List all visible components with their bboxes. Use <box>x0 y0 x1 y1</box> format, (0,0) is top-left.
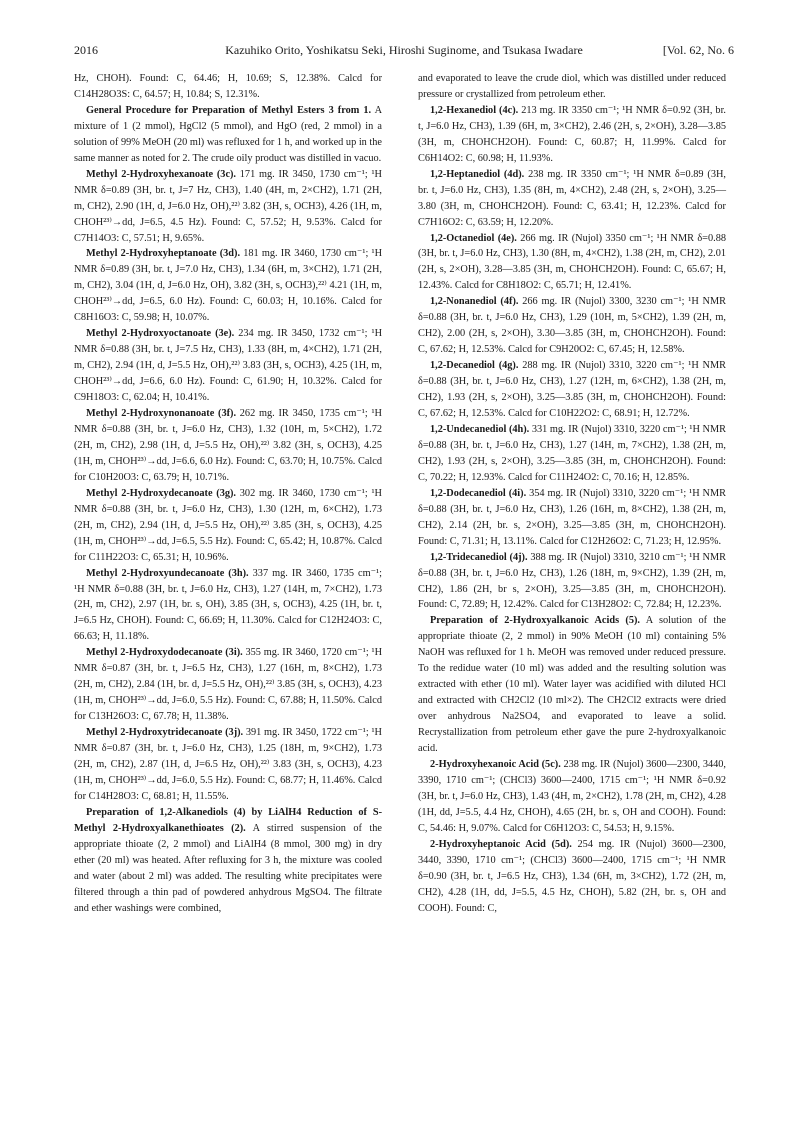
paragraph <box>74 406 382 486</box>
paragraph <box>74 566 382 646</box>
paragraph-text: 355 mg. IR 3460, 1720 cm⁻¹; ¹H NMR δ=0.87 (3H, br. t, J=6.5 Hz, CH3), 1.27 (16H, m, 8×CH2), 1.73 (2H, m, CH2), 2.84 (1H, br. d, J=5.5 Hz, OH),²²⁾ 3.85 (3H, s, OCH3), 4.23 (1H, m, CHOH²³⁾→dd, J=6.0, 5.5 Hz). Found: C, 67.88; H, 11.50%. Calcd for C13H26O3: C, 67.78; H, 11.38%. <box>74 647 382 723</box>
paragraph-heading: Methyl 2-Hydroxyheptanoate (3d). <box>86 248 241 260</box>
paragraph-heading: 1,2-Hexanediol (4c). <box>430 104 519 116</box>
paragraph-heading: 1,2-Nonanediol (4f). <box>430 296 519 308</box>
right-column <box>418 71 726 917</box>
paragraph-text: 266 mg. IR (Nujol) 3350 cm⁻¹; ¹H NMR δ=0.88 (3H, br. t, J=6.0 Hz, CH3), 1.30 (8H, m, 4×CH2), 1.38 (2H, m, CH2), 2.01 (2H, s, 2×OH), 3.28—3.85 (3H, m, CHOHCH2OH). Found: C, 65.67; H, 12.43%. Calcd for C8H18O2: C, 65.71; H, 12.41%. <box>418 232 727 292</box>
paragraph-heading: 2-Hydroxyheptanoic Acid (5d). <box>430 838 572 850</box>
paragraph <box>74 725 382 805</box>
page-number: 2016 <box>74 43 98 57</box>
left-column <box>74 71 382 917</box>
paragraph <box>74 645 382 725</box>
paragraph-text: 234 mg. IR 3450, 1732 cm⁻¹; ¹H NMR δ=0.88 (3H, br. t, J=7.5 Hz, CH3), 1.33 (8H, m, 4×CH2), 1.71 (2H, m, CH2), 2.94 (1H, d, J=5.5 Hz, OH),²²⁾ 3.83 (3H, s, OCH3), 4.25 (1H, m, CHOH²³⁾→dd, J=6.6, 6.0 Hz). Found: C, 61.90; H, 10.32%. Calcd for C9H18O3: C, 62.04; H, 10.41%. <box>74 328 383 404</box>
paragraph-heading: Methyl 2-Hydroxyundecanoate (3h). <box>86 567 249 579</box>
paragraph-heading: Methyl 2-Hydroxydecanoate (3g). <box>86 487 237 499</box>
paragraph-text: A stirred suspension of the appropriate thioate (2, 2 mmol) and LiAlH4 (8 mmol, 300 mg) in dry ether (20 ml) was heated. After refluxing for 3 h, the mixture was cooled and water (about 2 ml) was added. The resulting white precipitates were filtered through a thin pad of powdered anhydrous MgSO4. The filtrate and ether washings were combined, <box>74 822 382 914</box>
paragraph <box>74 167 382 247</box>
paragraph <box>74 71 382 103</box>
paragraph-heading: Preparation of 2-Hydroxyalkanoic Acids (5). <box>430 615 641 627</box>
paragraph-heading: Methyl 2-Hydroxydodecanoate (3i). <box>86 647 243 659</box>
paragraph <box>418 231 726 295</box>
paragraph-text: 262 mg. IR 3450, 1735 cm⁻¹; ¹H NMR δ=0.88 (3H, br. t, J=6.0 Hz, CH3), 1.32 (10H, m, 5×CH2), 1.72 (2H, m, CH2), 2.98 (1H, d, J=5.5 Hz, OH),²²⁾ 3.82 (3H, s, OCH3), 4.25 (1H, m, CHOH²³⁾→dd, J=6.6, 6.0 Hz). Found: C, 63.70; H, 10.75%. Calcd for C10H20O3: C, 63.79; H, 10.71%. <box>74 408 382 483</box>
running-header <box>74 42 734 58</box>
paragraph <box>74 246 382 326</box>
paragraph <box>74 103 382 167</box>
paragraph-heading: Methyl 2-Hydroxyoctanoate (3e). <box>86 328 235 340</box>
paragraph-heading: 2-Hydroxyhexanoic Acid (5c). <box>430 758 561 770</box>
paragraph-heading: 1,2-Octanediol (4e). <box>430 232 517 244</box>
paragraph-text: A mixture of 1 (2 mmol), HgCl2 (5 mmol), and HgO (red, 2 mmol) in a solution of 99% MeOH (20 ml) was refluxed for 1 h, and worked up in the same manner as noted for 2. The crude oily product was distilled in vacuo. <box>74 104 382 164</box>
paragraph-text: 331 mg. IR (Nujol) 3310, 3220 cm⁻¹; ¹H NMR δ=0.88 (3H, br. t, J=6.0 Hz, CH3), 1.27 (14H, m, 7×CH2), 1.38 (2H, m, CH2), 1.93 (2H, s, 2×OH), 3.25—3.85 (3H, m, CHOHCH2OH). Found: C, 70.22; H, 12.93%. Calcd for C11H24O2: C, 70.16; H, 12.85%. <box>418 423 726 483</box>
paragraph-text: 288 mg. IR (Nujol) 3310, 3220 cm⁻¹; ¹H NMR δ=0.88 (3H, br. t, J=6.0 Hz, CH3), 1.27 (12H, m, 6×CH2), 1.38 (2H, m, CH2), 1.93 (2H, s, 2×OH), 3.25—3.85 (3H, m, CHOHCH2OH). Found: C, 67.62; H, 12.53%. Calcd for C10H22O2: C, 68.91; H, 12.72%. <box>418 360 726 420</box>
paragraph-text: 213 mg. IR 3350 cm⁻¹; ¹H NMR δ=0.92 (3H, br. t, J=6.0 Hz, CH3), 1.39 (6H, m, 3×CH2), 2.46 (2H, s, 2×OH), 3.28—3.85 (3H, m, CHOHCH2OH). Found: C, 60.87; H, 11.99%. Calcd for C6H14O2: C, 60.98; H, 11.93%. <box>418 104 727 164</box>
paragraph-text: 266 mg. IR (Nujol) 3300, 3230 cm⁻¹; ¹H NMR δ=0.88 (3H, br. t, J=6.0 Hz, CH3), 1.29 (10H, m, 5×CH2), 1.39 (2H, m, CH2), 2.00 (2H, s, 2×OH), 3.30—3.85 (3H, m, CHOHCH2OH). Found: C, 67.62; H, 12.53%. Calcd for C9H20O2: C, 67.45; H, 12.58%. <box>418 296 726 356</box>
paragraph-text: 238 mg. IR 3350 cm⁻¹; ¹H NMR δ=0.89 (3H, br. t, J=6.0 Hz, CH3), 1.35 (8H, m, 4×CH2), 2.48 (2H, s, 2×OH), 3.25—3.80 (3H, m, CHOHCH2OH). Found: C, 63.41; H, 12.23%. Calcd for C7H16O2: C, 63.59; H, 12.20%. <box>418 168 726 228</box>
paragraph <box>74 326 382 406</box>
paragraph-text: and evaporated to leave the crude diol, which was distilled under reduced pressure or crystallized from petroleum ether. <box>418 73 726 100</box>
paragraph <box>418 71 726 103</box>
paragraph-heading: 1,2-Undecanediol (4h). <box>430 423 530 435</box>
paragraph-heading: 1,2-Dodecanediol (4i). <box>430 487 527 499</box>
paragraph-text: 238 mg. IR (Nujol) 3600—2300, 3440, 3390, 1710 cm⁻¹; (CHCl3) 3600—2400, 1715 cm⁻¹; ¹H NMR δ=0.92 (3H, br. t, J=6.0 Hz, CH3), 1.43 (4H, m, 2×CH2), 1.78 (2H, m, CH2), 4.28 (1H, dd, J=5.5, 4.4 Hz, CHOH), 4.65 (2H, br. s, OH and COOH). Found: C, 54.46: H, 9.07%. Calcd for C6H12O3: C, 54.53; H, 9.15%. <box>418 758 726 834</box>
paragraph-heading: 1,2-Decanediol (4g). <box>430 360 519 372</box>
paragraph-heading: Methyl 2-Hydroxytridecanoate (3j). <box>86 727 244 739</box>
journal-volume: [Vol. 62, No. 6 <box>662 43 734 57</box>
paragraph-heading: Methyl 2-Hydroxyhexanoate (3c). <box>86 168 237 180</box>
paragraph-heading: Methyl 2-Hydroxynonanoate (3f). <box>86 408 237 420</box>
paragraph <box>74 805 382 917</box>
paragraph <box>418 550 726 614</box>
paragraph <box>418 422 726 486</box>
paragraph <box>418 837 726 917</box>
paragraph-heading: 1,2-Tridecanediol (4j). <box>430 551 528 563</box>
paragraph-text: A solution of the appropriate thioate (2, 2 mmol) in 90% MeOH (10 ml) containing 5% NaOH was refluxed for 1 h. MeOH was removed under reduced pressure. To the redidue water (10 ml) was added and the resulting solution was extracted with ether (10 ml). Water layer was acidified with diluted HCl and extracted with CH2Cl2 (10 ml×2). The CH2Cl2 extracts were dried over anhydrous Na2SO4, and evaporated to leave a solid. Recrystallization from petroleum ether gave the pure 2-hydroxyalkanoic acid. <box>418 615 726 755</box>
paragraph-heading: Preparation of 1,2-Alkanediols (4) by LiAlH4 Reduction of S-Methyl 2-Hydroxyalkanethioates (2). <box>74 806 382 834</box>
paragraph-heading: 1,2-Heptanediol (4d). <box>430 168 525 180</box>
paragraph-text: 254 mg. IR (Nujol) 3600—2300, 3440, 3390, 1710 cm⁻¹; (CHCl3) 3600—2400, 1715 cm⁻¹; ¹H NMR δ=0.90 (3H, br. t, J=6.5 Hz, CH3), 1.34 (6H, m, 3×CH2), 1.72 (2H, m, CH2), 4.28 (1H, dd, J=5.5, 4.5 Hz, CHOH), 5.82 (2H, br. s, OH and COOH). Found: C, <box>418 838 727 914</box>
paragraph-text: 337 mg. IR 3460, 1735 cm⁻¹; ¹H NMR δ=0.88 (3H, br. t, J=6.0 Hz, CH3), 1.27 (14H, m, 7×CH2), 1.73 (2H, m, CH2), 2.97 (1H, br. s, OH), 3.85 (3H, s, OCH3), 4.25 (1H, br. t, J=6.5 Hz, CHOH). Found: C, 66.69; H, 11.30%. Calcd for C12H24O3: C, 66.63; H, 11.18%. <box>74 567 382 643</box>
running-authors: Kazuhiko Orito, Yoshikatsu Seki, Hiroshi Suginome, and Tsukasa Iwadare <box>225 43 583 57</box>
paragraph-text: 354 mg. IR (Nujol) 3310, 3220 cm⁻¹; ¹H NMR δ=0.88 (3H, br. t, J=6.0 Hz, CH3), 1.26 (16H, m, 8×CH2), 1.38 (2H, m, CH2), 2.14 (2H, br. s, 2×OH), 3.25—3.85 (3H, m, CHOHCH2OH). Found: C, 71.31; H, 13.11%. Calcd for C12H26O2: C, 71.23; H, 12.95%. <box>418 487 727 547</box>
paragraph <box>418 613 726 757</box>
paragraph-text: Hz, CHOH). Found: C, 64.46; H, 10.69; S, 12.38%. Calcd for C14H28O3S: C, 64.57; H, 10.84; S, 12.31%. <box>74 73 382 100</box>
paragraph-text: 171 mg. IR 3450, 1730 cm⁻¹; ¹H NMR δ=0.89 (3H, br. t, J=7 Hz, CH3), 1.40 (4H, m, 2×CH2), 1.71 (2H, m, CH2), 2.90 (1H, d, J=6.0 Hz, OH),²²⁾ 3.82 (3H, s, OCH3), 4.26 (1H, m, CHOH²³⁾→dd, J=6.5, 4.5 Hz). Found: C, 57.52; H, 9.53%. Calcd for C7H14O3: C, 57.51; H, 9.65%. <box>74 168 382 244</box>
paragraph <box>418 486 726 550</box>
paragraph <box>418 757 726 837</box>
paragraph-text: 302 mg. IR 3460, 1730 cm⁻¹; ¹H NMR δ=0.88 (3H, br. t, J=6.0 Hz, CH3), 1.30 (12H, m, 6×CH2), 1.73 (2H, m, CH2), 2.94 (1H, d, J=5.5 Hz, OH),²²⁾ 3.85 (3H, s, OCH3), 4.25 (1H, m, CHOH²³⁾→dd, J=6.5, 5.5 Hz). Found: C, 65.42; H, 10.87%. Calcd for C11H22O3: C, 65.31; H, 10.96%. <box>74 487 382 563</box>
paragraph-text: 181 mg. IR 3460, 1730 cm⁻¹; ¹H NMR δ=0.89 (3H, br. t, J=7.0 Hz, CH3), 1.34 (6H, m, 3×CH2), 1.71 (2H, m, CH2), 3.04 (1H, d, J=6.0 Hz, OH), 3.82 (3H, s, OCH3),²²⁾ 4.21 (1H, m, CHOH²³⁾→dd, J=6.5, 6.0 Hz). Found: C, 60.03; H, 10.16%. Calcd for C8H16O3: C, 59.98; H, 10.07%. <box>74 248 383 324</box>
paragraph <box>418 294 726 358</box>
paragraph <box>418 167 726 231</box>
paragraph-text: 388 mg. IR (Nujol) 3310, 3210 cm⁻¹; ¹H NMR δ=0.88 (3H, br. t, J=6.0 Hz, CH3), 1.26 (18H, m, 9×CH2), 1.39 (2H, m, CH2), 1.86 (2H, br s, 2×OH), 3.25—3.85 (3H, m, CHOHCH2OH). Found: C, 72.89; H, 12.42%. Calcd for C13H28O2: C, 72.84; H, 12.23%. <box>418 551 726 611</box>
paragraph <box>418 103 726 167</box>
paragraph-text: 391 mg. IR 3450, 1722 cm⁻¹; ¹H NMR δ=0.87 (3H, br. t, J=6.0 Hz, CH3), 1.25 (18H, m, 9×CH2), 1.73 (2H, m, CH2), 2.87 (1H, d, J=6.5 Hz, OH),²²⁾ 3.83 (3H, s, OCH3), 4.23 (1H, m, CHOH²³⁾→dd, J=6.0, 5.5 Hz). Found: C, 68.77; H, 11.46%. Calcd for C14H28O3: C, 68.81; H, 11.55%. <box>74 727 382 802</box>
paragraph-heading: General Procedure for Preparation of Methyl Esters 3 from 1. <box>86 104 372 116</box>
paragraph <box>418 358 726 422</box>
paragraph <box>74 486 382 566</box>
